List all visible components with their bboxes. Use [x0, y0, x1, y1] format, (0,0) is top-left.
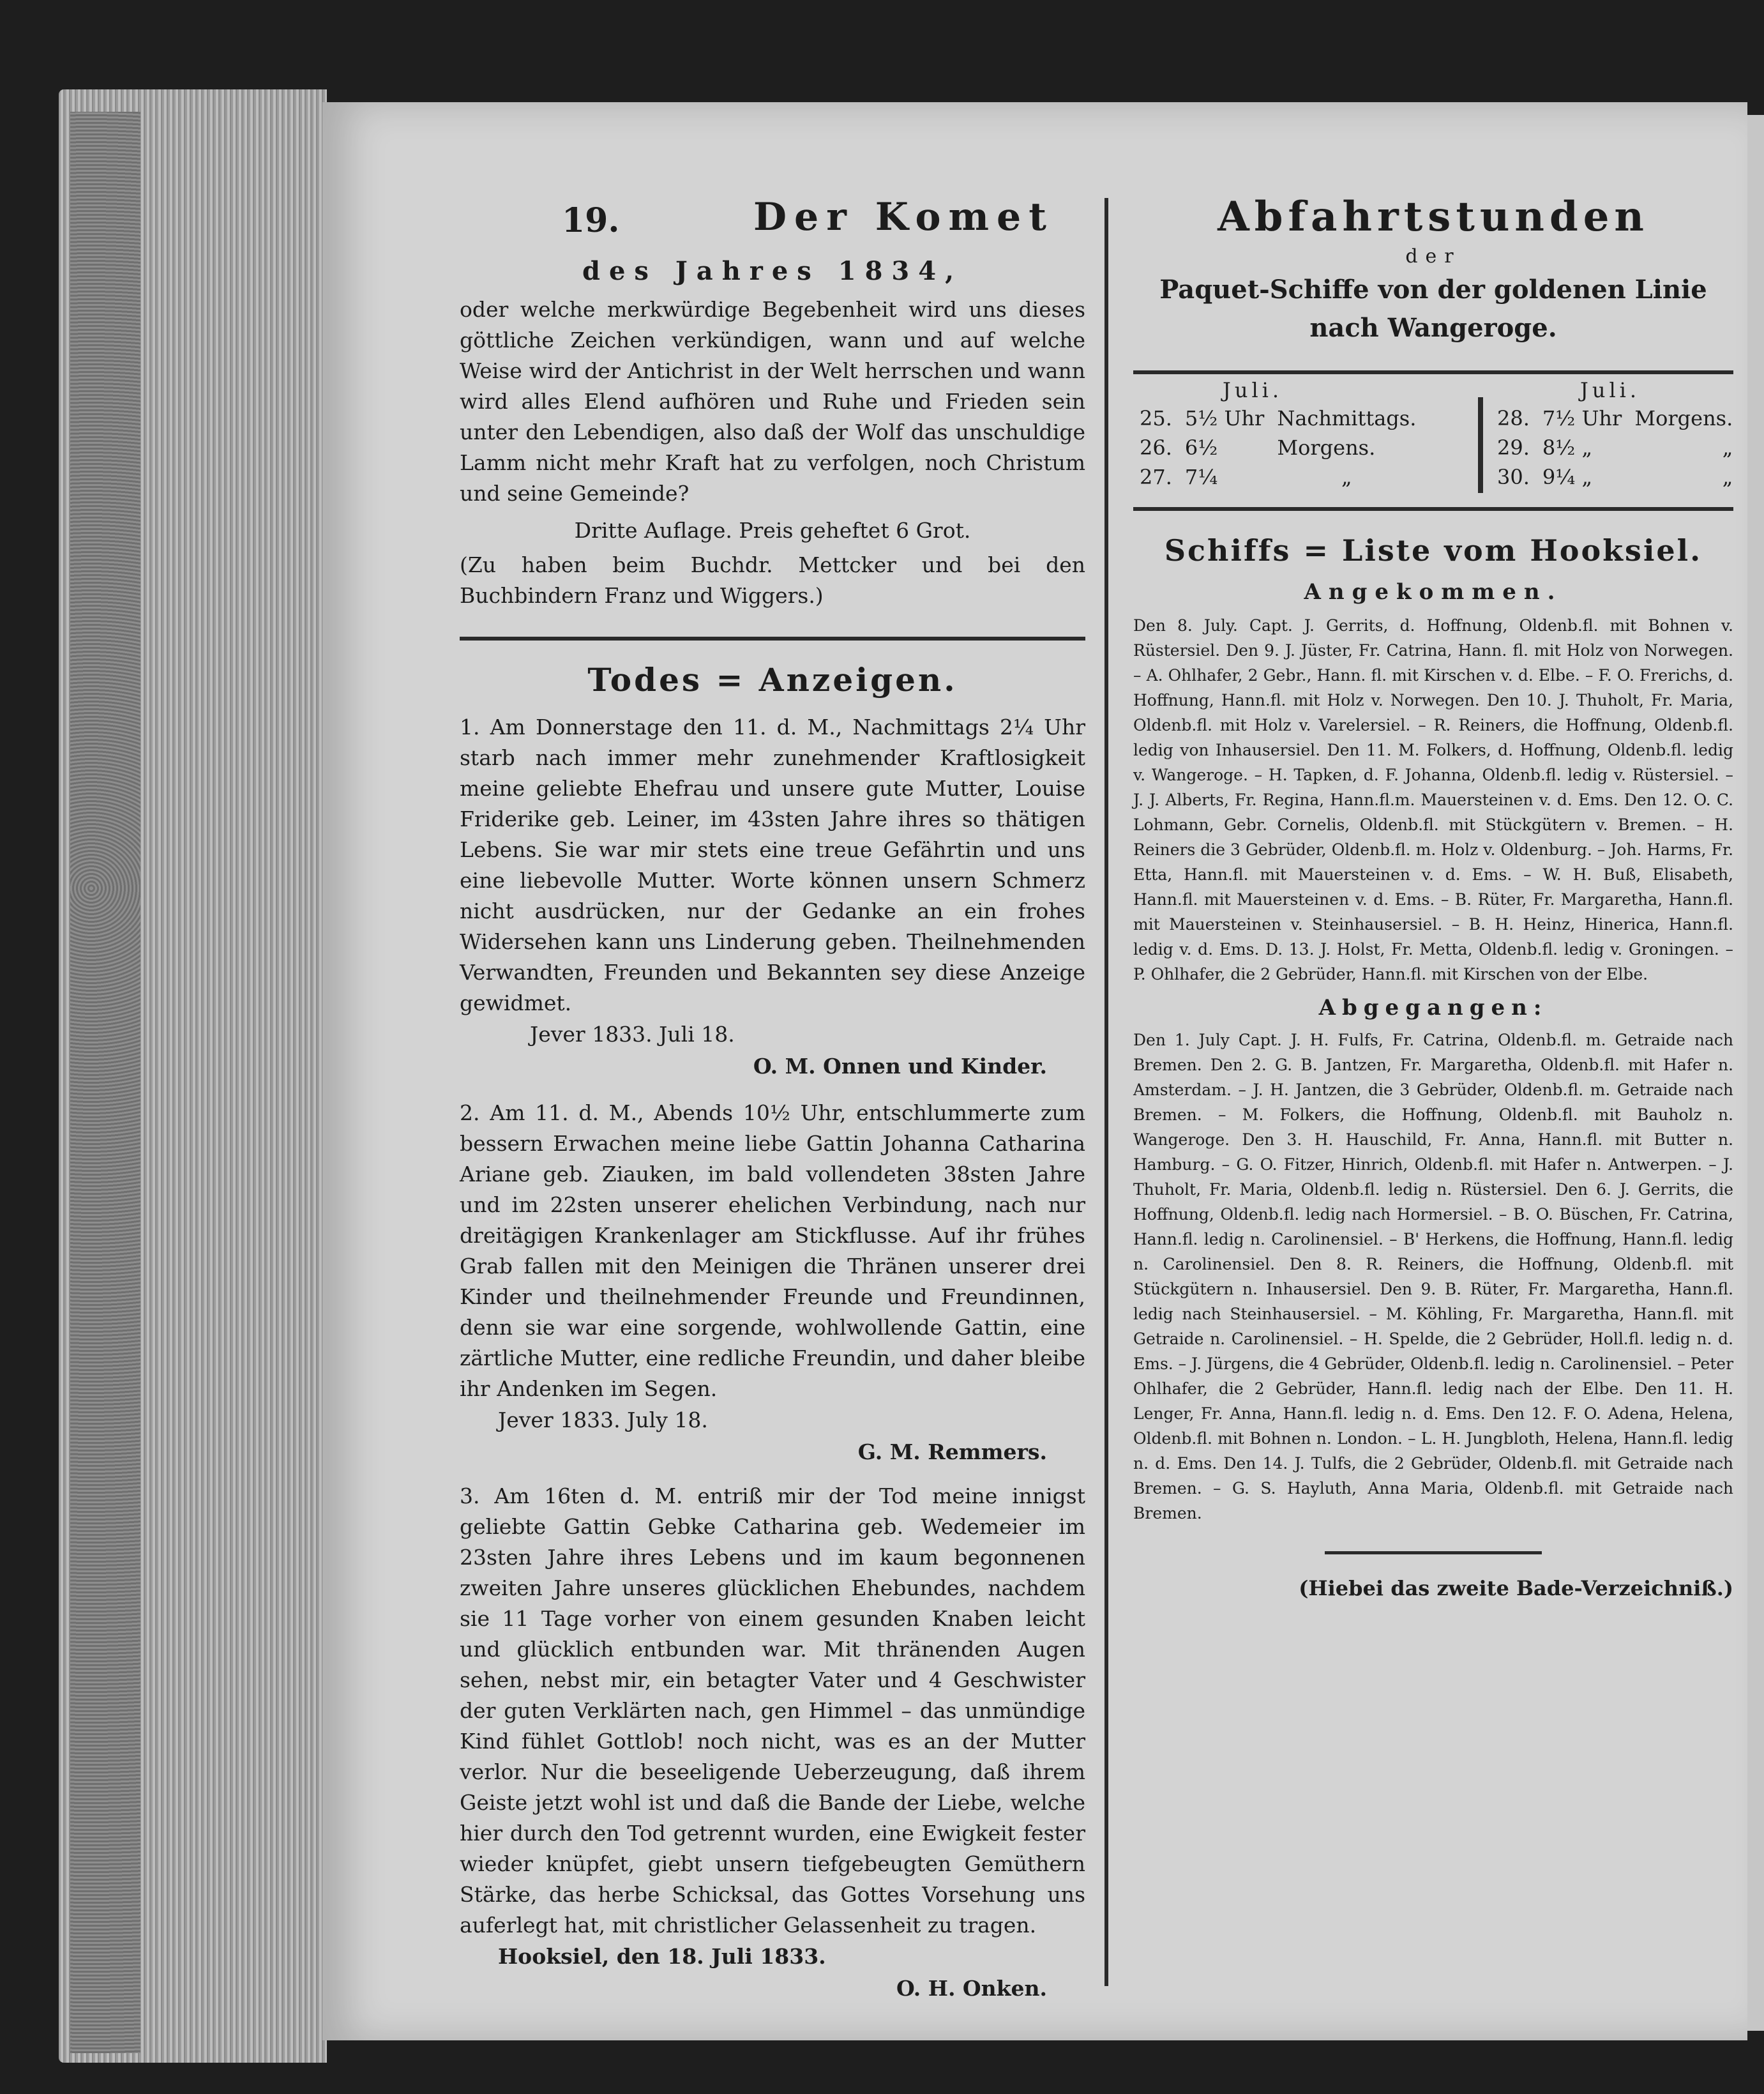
- abfahrt-line-1: Paquet-Schiffe von der goldenen Linie: [1159, 275, 1707, 305]
- book-cover-board: [70, 112, 140, 2053]
- abgegangen-list: Den 1. July Capt. J. H. Fulfs, Fr. Catrina, Oldenb.fl. m. Getraide nach Bremen. Den 2. G. B. Jantzen, Fr. Margaretha, Oldenb.fl. mit Hafer n. Amsterdam. – J. H. Jantzen, die 3 Gebrüder, Oldenb.fl. m. Getraide nach Bremen. – M. Folkers, die Hoffnung, Oldenb.fl. mit Bauholz n. Wangeroge. Den 3. H. Hauschild, Fr. Anna, Hann.fl. mit Butter n. Hamburg. – G. O. Fitzer, Hinrich, Oldenb.fl. mit Hafer n. Antwerpen. – J. Thuholt, Fr. Maria, Oldenb.fl. ledig n. Rüstersiel. Den 6. J. Gerrits, die Hoffnung, Oldenb.fl. ledig nach Hormersiel. – B. O. Büschen, Fr. Catrina, Hann.fl. ledig n. Carolinensiel. – B' Herkens, die Hoffnung, Hann.fl. ledig n. Carolinensiel. Den 8. R. Reiners, die Hoffnung, Oldenb.fl. mit Stückgütern n. Inhausersiel. Den 9. B. Rüter, Fr. Margaretha, Hann.fl. ledig nach Steinhausersiel. – M. Köhling, Fr. Margaretha, Hann.fl. mit Getraide n. Carolinensiel. – H. Spelde, die 2 Gebrüder, Holl.fl. ledig n. d. Ems. – J. Jürgens, die 4 Gebrüder, Oldenb.fl. ledig n. Carolinensiel. – Peter Ohlhafer, die 2 Gebrüder, Hann.fl. ledig nach der Elbe. Den 11. H. Lenger, Fr. Anna, Hann.fl. ledig n. d. Ems. Den 12. F. O. Adena, Helena, Oldenb.fl. mit Bohnen n. London. – L. H. Jungbloth, Helena, Hann.fl. ledig n. d. Ems. Den 14. J. Tulfs, die 2 Gebrüder, Oldenb.fl. mit Getraide nach Bremen. – G. S. Hayluth, Anna Maria, Oldenb.fl. mit Getraide nach Bremen.: [1133, 1031, 1734, 1522]
- schedule-table-right: [1491, 404, 1739, 492]
- schedule-time: 8½ „: [1542, 436, 1593, 460]
- angekommen-list: Den 8. July. Capt. J. Gerrits, d. Hoffnung, Oldenb.fl. mit Bohnen v. Rüstersiel. Den 9. J. Jüster, Fr. Catrina, Hann. fl. mit Holz von Norwegen. – A. Ohlhafer, 2 Gebr., Hann. fl. mit Kirschen v. d. Elbe. – F. O. Frerichs, d. Hoffnung, Hann.fl. mit Holz v. Norwegen. Den 10. J. Thuholt, Fr. Maria, Oldenb.fl. mit Holz v. Varelersiel. – R. Reiners, die Hoffnung, Oldenb.fl. ledig von Inhausersiel. Den 11. M. Folkers, d. Hoffnung, Oldenb.fl. ledig v. Wangeroge. – H. Tapken, d. F. Johanna, Oldenb.fl. ledig v. Rüstersiel. – J. J. Alberts, Fr. Regina, Hann.fl.m. Mauersteinen v. d. Ems. Den 12. O. C. Lohmann, Gebr. Cornelis, Oldenb.fl. mit Stückgütern v. Bremen. – H. Reiners die 3 Gebrüder, Oldenb.fl. m. Holz v. Oldenburg. – Joh. Harms, Fr. Etta, Hann.fl. mit Mauersteinen v. d. Ems. – W. H. Buß, Elisabeth, Hann.fl. mit Mauersteinen v. d. Ems. – B. Rüter, Fr. Margaretha, Hann.fl. mit Mauersteinen v. Steinhausersiel. – B. H. Heinz, Hinerica, Hann.fl. ledig v. d. Ems. D. 13. J. Holst, Fr. Metta, Oldenb.fl. ledig v. Groningen. – P. Ohlhafer, die 2 Gebrüder, Hann.fl. mit Kirschen von der Elbe.: [1133, 616, 1733, 983]
- schedule-row: [1133, 404, 1422, 433]
- komet-description: oder welche merkwürdige Begebenheit wird uns dieses göttliche Zeichen verkündigen, wann und auf welche Weise wird der Antichrist in der Welt herrschen und wann wird alles Elend aufhören und Ruhe und Frieden sein unter den Lebendigen, also daß der Wolf das unschuldige Lamm nicht mehr Kraft hat zu verfolgen, noch Christum und seine Gemeinde?: [460, 297, 1085, 506]
- komet-subtitle: des Jahres 1834,: [582, 256, 963, 286]
- section-rule: [460, 637, 1085, 641]
- abgegangen-heading: Abgegangen:: [1318, 995, 1548, 1020]
- notice-2-text: 2. Am 11. d. M., Abends 10½ Uhr, entschlummerte zum bessern Erwachen meine liebe Gattin Johanna Catharina Ariane geb. Ziauken, im bald vollendeten 38sten Jahre und im 22sten unserer ehelichen Verbindung, nach nur dreitägigen Krankenlager am Stickflusse. Auf ihr frühes Grab fallen mit den Meinigen die Thränen unserer drei Kinder und theilnehmender Freunde und Freundinnen, denn sie war eine sorgende, wohlwollende Gattin, eine zärtliche Mutter, eine redliche Freundin, und daher bleibe ihr Andenken im Segen.: [460, 1100, 1085, 1401]
- schedule-month-right: Juli.: [1580, 378, 1641, 402]
- schedule-time: 9¼ „: [1542, 465, 1593, 489]
- abfahrt-line-2: nach Wangeroge.: [1309, 313, 1557, 343]
- schedule-note: Morgens.: [1277, 436, 1376, 460]
- schedule-day: 28.: [1497, 406, 1530, 430]
- schedule-time: 6½: [1184, 436, 1218, 460]
- closing-rule: [1325, 1551, 1542, 1554]
- schedule: [1133, 378, 1733, 499]
- schedule-row: [1491, 433, 1739, 462]
- schedule-day: 26.: [1140, 436, 1172, 460]
- schedule-month-left: Juli.: [1223, 378, 1283, 402]
- schedule-time: 5½ Uhr: [1184, 406, 1265, 430]
- komet-number: 19.: [562, 201, 620, 240]
- supplement-note: (Hiebei das zweite Bade-Verzeichniß.): [1299, 1576, 1733, 1600]
- schedule-day: 30.: [1497, 465, 1530, 489]
- notice-1-place-date: Jever 1833. Juli 18.: [530, 1022, 735, 1047]
- schedule-row: [1133, 462, 1422, 492]
- schedule-table-left: [1133, 404, 1422, 492]
- schedule-divider: [1478, 397, 1483, 493]
- schedule-day: 25.: [1140, 406, 1172, 430]
- schedule-bottom-rule: [1133, 507, 1733, 511]
- todes-heading: Todes = Anzeigen.: [587, 661, 958, 699]
- komet-price: Dritte Auflage. Preis geheftet 6 Grot.: [574, 518, 971, 543]
- schedule-note: Morgens.: [1634, 406, 1733, 430]
- left-column: [460, 102, 1085, 2005]
- komet-availability: (Zu haben beim Buchdr. Mettcker und bei den Buchbindern Franz und Wiggers.): [460, 552, 1085, 608]
- angekommen-heading: Angekommen.: [1304, 579, 1563, 605]
- notice-1-text: 1. Am Donnerstage den 11. d. M., Nachmittags 2¼ Uhr starb nach immer mehr zunehmender Kraftlosigkeit meine geliebte Ehefrau und unsere gute Mutter, Louise Friderike geb. Leiner, im 43sten Jahre ihres so thätigen Lebens. Sie war mir stets eine treue Gefährtin und uns eine liebevolle Mutter. Worte können unsern Schmerz nicht ausdrücken, nur der Gedanke an ein frohes Widersehen kann uns Linderung geben. Theilnehmenden Verwandten, Freunden und Bekannten sey diese Anzeige gewidmet.: [460, 715, 1085, 1015]
- komet-title: Der Komet: [753, 195, 1054, 239]
- column-divider: [1104, 198, 1108, 1986]
- newspaper-page: [322, 102, 1747, 2040]
- schedule-note: „: [1722, 436, 1733, 460]
- schedule-day: 27.: [1140, 465, 1172, 489]
- notice-3-signature: O. H. Onken.: [896, 1976, 1047, 2001]
- facing-page-edge: [1746, 115, 1764, 2031]
- notice-2-place-date: Jever 1833. July 18.: [498, 1407, 708, 1432]
- schedule-time: 7¼: [1184, 465, 1218, 489]
- schedule-note: Nachmittags.: [1277, 406, 1417, 430]
- right-column: [1133, 102, 1733, 1604]
- schedule-row: [1491, 404, 1739, 433]
- schedule-note: „: [1722, 465, 1733, 489]
- schedule-row: [1491, 462, 1739, 492]
- notice-1: [460, 712, 1085, 1082]
- abfahrt-der: der: [1405, 245, 1461, 268]
- notice-3-place-date: Hooksiel, den 18. Juli 1833.: [498, 1944, 826, 1969]
- abfahrt-title: Abfahrtstunden: [1217, 193, 1649, 241]
- notice-1-signature: O. M. Onnen und Kinder.: [753, 1054, 1047, 1079]
- notice-2-signature: G. M. Remmers.: [857, 1439, 1047, 1464]
- schedule-row: [1133, 433, 1422, 462]
- notice-3: [460, 1481, 1085, 2005]
- schedule-time: 7½ Uhr: [1542, 406, 1622, 430]
- schedule-day: 29.: [1497, 436, 1530, 460]
- schedule-note: „: [1341, 465, 1352, 489]
- notice-2: [460, 1098, 1085, 1468]
- notice-3-text: 3. Am 16ten d. M. entriß mir der Tod meine innigst geliebte Gattin Gebke Catharina geb. Wedemeier im 23sten Jahre ihres Lebens und im kaum begonnenen zweiten Jahre unseres glücklichen Ehebundes, nachdem sie 11 Tage vorher von einem gesunden Knaben leicht und glücklich entbunden war. Mit thränenden Augen sehen, nebst mir, ein betagter Vater und 4 Geschwister der guten Verklärten nach, gen Himmel – das unmündige Kind fühlet Gottlob! noch nicht, was es an der Mutter verlor. Nur die beseeligende Ueberzeugung, daß ihrem Geiste jetzt wohl ist und daß die Bande der Liebe, welche hier durch den Tod getrennt wurden, eine Ewigkeit fester wieder knüpfet, giebt unsern tiefgebeugten Gemüthern Stärke, das herbe Schicksal, das Gottes Vorsehung uns auferlegt hat, mit christlicher Gelassenheit zu tragen.: [460, 1483, 1085, 1938]
- schiffs-heading: Schiffs = Liste vom Hooksiel.: [1164, 533, 1703, 568]
- komet-title-line: [460, 188, 1085, 252]
- schedule-top-rule: [1133, 370, 1733, 374]
